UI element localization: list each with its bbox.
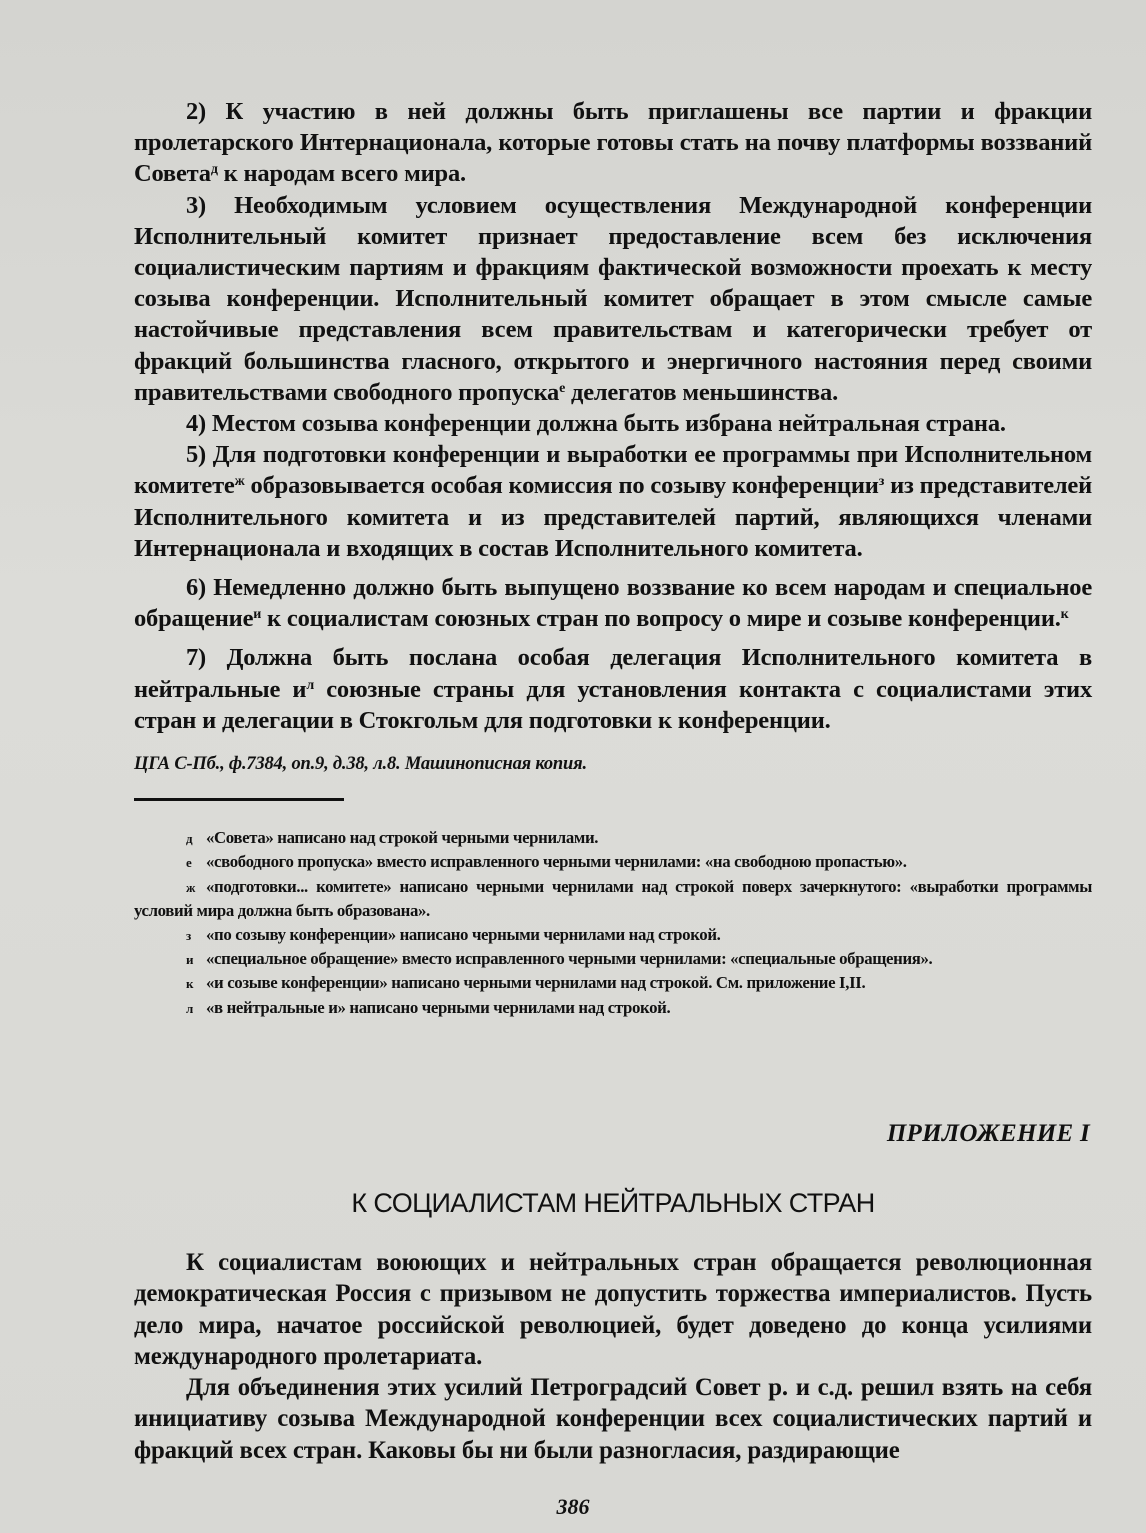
archive-source: ЦГА С-Пб., ф.7384, оп.9, д.38, л.8. Машинописная копия.	[134, 754, 587, 774]
appendix-label: ПРИЛОЖЕНИЕ I	[886, 1120, 1090, 1147]
appendix-paragraph-1: К социалистам воюющих и нейтральных стран обращается революционная демократическая Россия с призывом не допустить торжества империалистов. Пусть дело мира, начатое российской революцией, будет доведено до конца усилиями международного пролетариата.	[134, 1249, 1092, 1370]
footnote-e: е «свободного пропуска» вместо исправленного черными чернилами: «на свободною пропастью».	[186, 852, 907, 872]
page-number: 386	[556, 1494, 590, 1519]
footnote-ref[interactable]: е	[559, 380, 566, 396]
paragraph-5: 5) Для подготовки конференции и выработки ее программы при Исполнительном комитете$^ж$ образовывается особая комиссия по созыву конференции$^з$ из представителей Исполнительного комитета и из представителей партий, являющихся членами Интернационала и входящих в состав Исполнительного комитета.	[134, 441, 1093, 562]
paragraph-2: 2) К участию в ней должны быть приглашены все партии и фракции пролетарского Интернационала, которые готовы стать на почву платформы воззваний Совета$^д$ к народам всего мира.	[134, 98, 1092, 188]
resolution-points	[134, 96, 1092, 736]
footnote-ref[interactable]: и	[253, 607, 262, 623]
footnote-i: и «специальное обращение» вместо исправленного черными чернилами: «специальные обращения».	[186, 949, 933, 969]
footnote-d: д «Совета» написано над строкой черными чернилами.	[186, 828, 599, 847]
appendix-text	[134, 1247, 1092, 1466]
footnote-z: з «по созыву конференции» написано черными чернилами над строкой.	[186, 924, 721, 944]
footnotes	[134, 826, 1092, 1020]
footnote-l: л «в нейтральные и» написано черными чернилами над строкой.	[186, 997, 671, 1017]
appendix-title: К СОЦИАЛИСТАМ НЕЙТРАЛЬНЫХ СТРАН	[351, 1188, 875, 1218]
paragraph-4: 4) Местом созыва конференции должна быть избрана нейтральная страна.	[186, 410, 1006, 438]
paragraph-3: 3) Необходимым условием осуществления Международной конференции Исполнительный комитет признает предоставление всем без исключения социалистическим партиям и фракциям фактической возможности проехать к месту созыва конференции. Исполнительный комитет обращает в этом смысле самые настойчивые представления всем правительствам и категорически требует от фракций большинства гласного, открытого и энергичного настояния перед своими правительствами свободного пропуска$^е$ делегатов меньшинства.	[134, 191, 1092, 406]
footnote-k: к «и созыве конференции» написано черными чернилами над строкой. См. приложение I,II.	[186, 973, 866, 993]
paragraph-6: 6) Немедленно должно быть выпущено воззвание ко всем народам и специальное обращение$^и$ к социалистам союзных стран по вопросу о мире и созыве конференции.$^к$	[134, 574, 1092, 633]
footnote-zh: ж «подготовки... комитете» написано черными чернилами над строкой поверх зачеркнутого: «выработки программы условий мира должна быть образована».	[134, 876, 1092, 921]
footnote-ref[interactable]: ж	[234, 474, 245, 490]
footnote-ref[interactable]: з	[878, 474, 885, 490]
paragraph-7: 7) Должна быть послана особая делегация Исполнительного комитета в нейтральные $и^л$ союзные страны для установления контакта с социалистами этих стран и делегации в Стокгольм для подготовки к конференции.	[134, 644, 1093, 734]
footnote-ref[interactable]: к	[1060, 607, 1069, 623]
appendix-paragraph-2: Для объединения этих усилий Петроградсий Совет р. и с.д. решил взять на себя инициативу созыва Международной конференции всех социалистических партий и фракций всех стран. Каковы бы ни были разногласия, раздирающие	[134, 1374, 1092, 1464]
footnote-divider	[134, 798, 344, 801]
footnote-ref[interactable]: д	[210, 162, 218, 178]
footnote-ref[interactable]: л	[306, 677, 314, 693]
